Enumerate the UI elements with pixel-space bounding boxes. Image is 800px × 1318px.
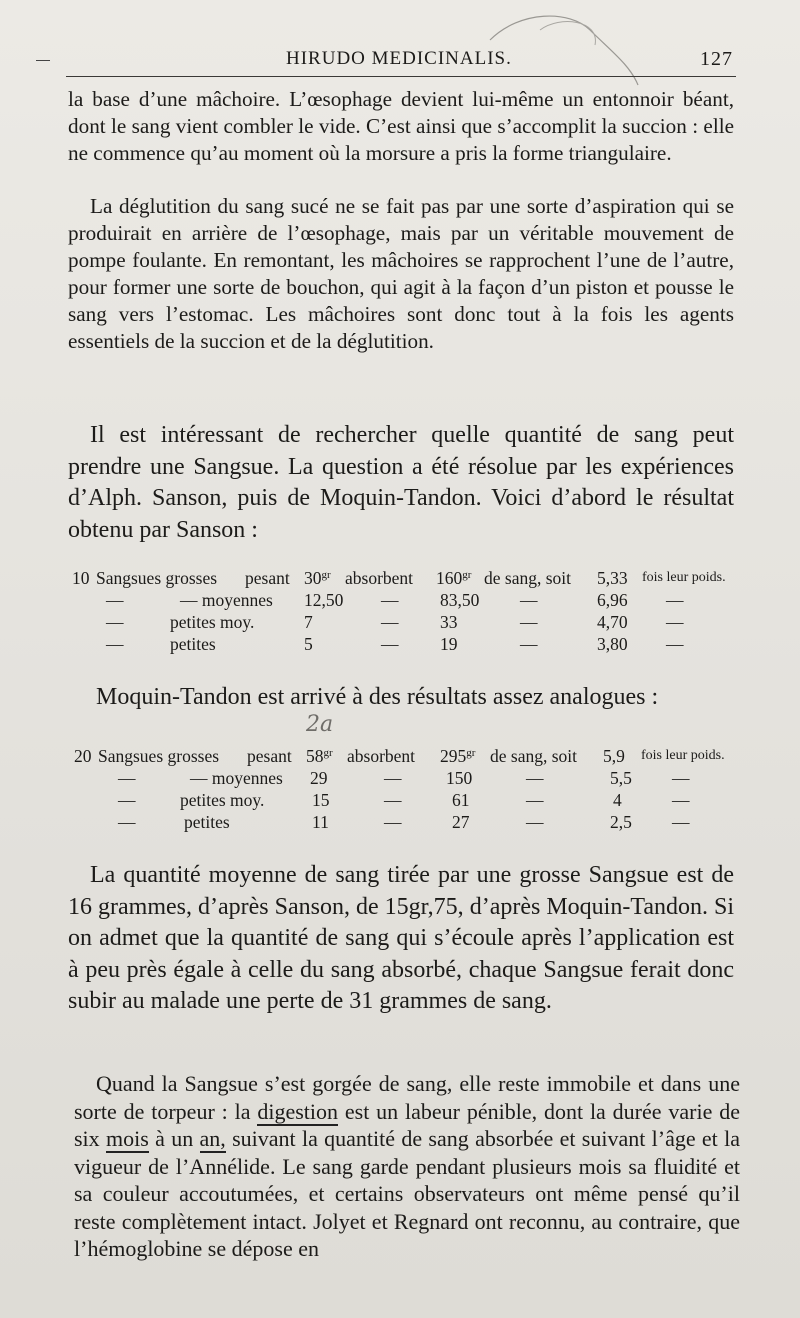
ratio-value: 2,5 <box>610 812 632 832</box>
blood-value: 27 <box>452 812 470 832</box>
blood-value: 61 <box>452 790 470 810</box>
table-row <box>0 612 800 634</box>
paragraph-4: Moquin-Tandon est arrivé à des résultats assez analogues : <box>96 684 659 710</box>
weight-value: $58^{gr}$ <box>306 746 333 766</box>
leech-size: — moyennes <box>180 590 273 610</box>
count: 10 <box>72 568 90 588</box>
de-sang-label: de sang, soit <box>484 568 572 588</box>
running-title: HIRUDO MEDICINALIS. <box>286 48 512 69</box>
de-sang-label: — <box>526 790 544 810</box>
paragraph-3: Il est intéressant de rechercher quelle quantité de sang peut prendre une Sangsue. La question a été résolue par les expériences d’Alph. Sanson, puis de Moquin-Tandon. Voici d’abord le résultat obtenu par Sanson : <box>68 422 734 543</box>
table-row <box>0 634 800 656</box>
de-sang-label: — <box>520 590 538 610</box>
verb: — <box>381 590 399 610</box>
paragraph-6 <box>74 1070 740 1263</box>
blood-value: 83,50 <box>440 590 480 610</box>
ratio-suffix: — <box>672 768 690 788</box>
leech-size: petites <box>170 634 216 654</box>
count: — <box>106 634 124 654</box>
count: — <box>118 812 136 832</box>
blood-value: 33 <box>440 612 458 632</box>
count: — <box>118 768 136 788</box>
weight-value: 12,50 <box>304 590 344 610</box>
de-sang-label: — <box>526 768 544 788</box>
ratio-value: 4,70 <box>597 612 628 632</box>
weight-value: 7 <box>304 612 313 632</box>
underlined-word: an, <box>199 1126 226 1151</box>
de-sang-label: — <box>526 812 544 832</box>
leech-size: Sangsues grosses <box>98 746 220 766</box>
leech-size: — moyennes <box>190 768 283 788</box>
verb: absorbent <box>347 746 416 766</box>
table-row <box>0 790 800 812</box>
para6-text: Quand la Sangsue s’est gorgée de sang, elle reste immobile et dans une sorte de torpeur : la <box>74 1071 740 1124</box>
ratio-value: 3,80 <box>597 634 628 654</box>
blood-value: $295^{gr}$ <box>440 746 476 766</box>
ratio-suffix: fois leur poids. <box>642 570 726 585</box>
blood-value: $160^{gr}$ <box>436 568 472 588</box>
de-sang-label: de sang, soit <box>490 746 578 766</box>
ratio-suffix: — <box>672 812 690 832</box>
header-dash <box>36 60 50 61</box>
de-sang-label: — <box>520 612 538 632</box>
ratio-suffix: fois leur poids. <box>641 748 725 763</box>
table-row <box>0 812 800 834</box>
count: — <box>118 790 136 810</box>
verb: — <box>381 612 399 632</box>
weight-value: 5 <box>304 634 313 654</box>
ratio-suffix: — <box>666 634 684 654</box>
weight-value: 15 <box>312 790 330 810</box>
table-row <box>0 768 800 790</box>
leech-size: petites moy. <box>170 612 255 632</box>
count: — <box>106 612 124 632</box>
paragraph-1: la base d’une mâchoire. L’œsophage devient lui-même un entonnoir béant, dont le sang vient combler le vide. C’est ainsi que s’accomplit la succion : elle ne commence qu’au moment où la morsure a pris la forme triangulaire. <box>68 87 734 165</box>
blood-value: 150 <box>446 768 473 788</box>
table-row <box>0 746 800 768</box>
ratio-value: 5,33 <box>597 568 628 588</box>
underlined-word: mois <box>106 1126 149 1151</box>
weight-value: 29 <box>310 768 328 788</box>
weight-value: $30^{gr}$ <box>304 568 331 588</box>
para6-text: suivant la quantité de sang absorbée et suivant l’âge et la vigueur de l’Annélide. Le sang garde pendant plusieurs mois sa fluidité et sa couleur accoutumées, et certains observateurs ont même pensé qu’il reste complètement intact. Jolyet et Regnard ont reconnu, au contraire, que l’hémoglobine se dépose en <box>74 1126 740 1261</box>
leech-size: petites <box>184 812 230 832</box>
ratio-suffix: — <box>666 612 684 632</box>
verb: — <box>384 790 402 810</box>
ratio-value: 6,96 <box>597 590 628 610</box>
running-header <box>0 46 800 76</box>
page-number: 127 <box>700 48 733 70</box>
table-row <box>0 568 800 590</box>
ratio-value: 5,5 <box>610 768 632 788</box>
verb: absorbent <box>345 568 414 588</box>
para6-text: à un <box>148 1126 200 1151</box>
blood-value: 19 <box>440 634 458 654</box>
handwritten-note: 2a <box>306 712 334 737</box>
count: — <box>106 590 124 610</box>
leech-size: petites moy. <box>180 790 265 810</box>
ratio-value: 4 <box>613 790 622 810</box>
verb: — <box>381 634 399 654</box>
ratio-value: 5,9 <box>603 746 625 766</box>
count: 20 <box>74 746 92 766</box>
weight-value: 11 <box>312 812 329 832</box>
table-row <box>0 590 800 612</box>
para6-text: est un labeur pénible, dont la durée varie de six <box>74 1098 740 1151</box>
ratio-suffix: — <box>672 790 690 810</box>
header-rule <box>66 76 736 77</box>
paragraph-5: La quantité moyenne de sang tirée par une grosse Sangsue est de 16 grammes, d’après Sanson, de 15gr,75, d’après Moquin-Tandon. Si on admet que la quantité de sang qui s’écoule après l’application est à peu près égale à celle du sang absorbé, chaque Sangsue ferait donc subir au malade une perte de 31 grammes de sang. <box>68 862 734 1014</box>
paragraph-2: La déglutition du sang sucé ne se fait pas par une sorte d’aspiration qui se produirait en arrière de l’œsophage, mais par un véritable mouvement de pompe foulante. En remontant, les mâchoires se rapprochent l’une de l’autre, pour former une sorte de bouchon, qui agit à la façon d’un piston et pousse le sang vers l’estomac. Les mâchoires sont donc tout à la fois les agents essentiels de la succion et de la déglutition. <box>68 194 734 353</box>
pesant-label: pesant <box>245 568 290 588</box>
ratio-suffix: — <box>666 590 684 610</box>
leech-size: Sangsues grosses <box>96 568 218 588</box>
de-sang-label: — <box>520 634 538 654</box>
underlined-word: digestion <box>257 1098 339 1124</box>
verb: — <box>384 812 402 832</box>
pesant-label: pesant <box>247 746 292 766</box>
verb: — <box>384 768 402 788</box>
